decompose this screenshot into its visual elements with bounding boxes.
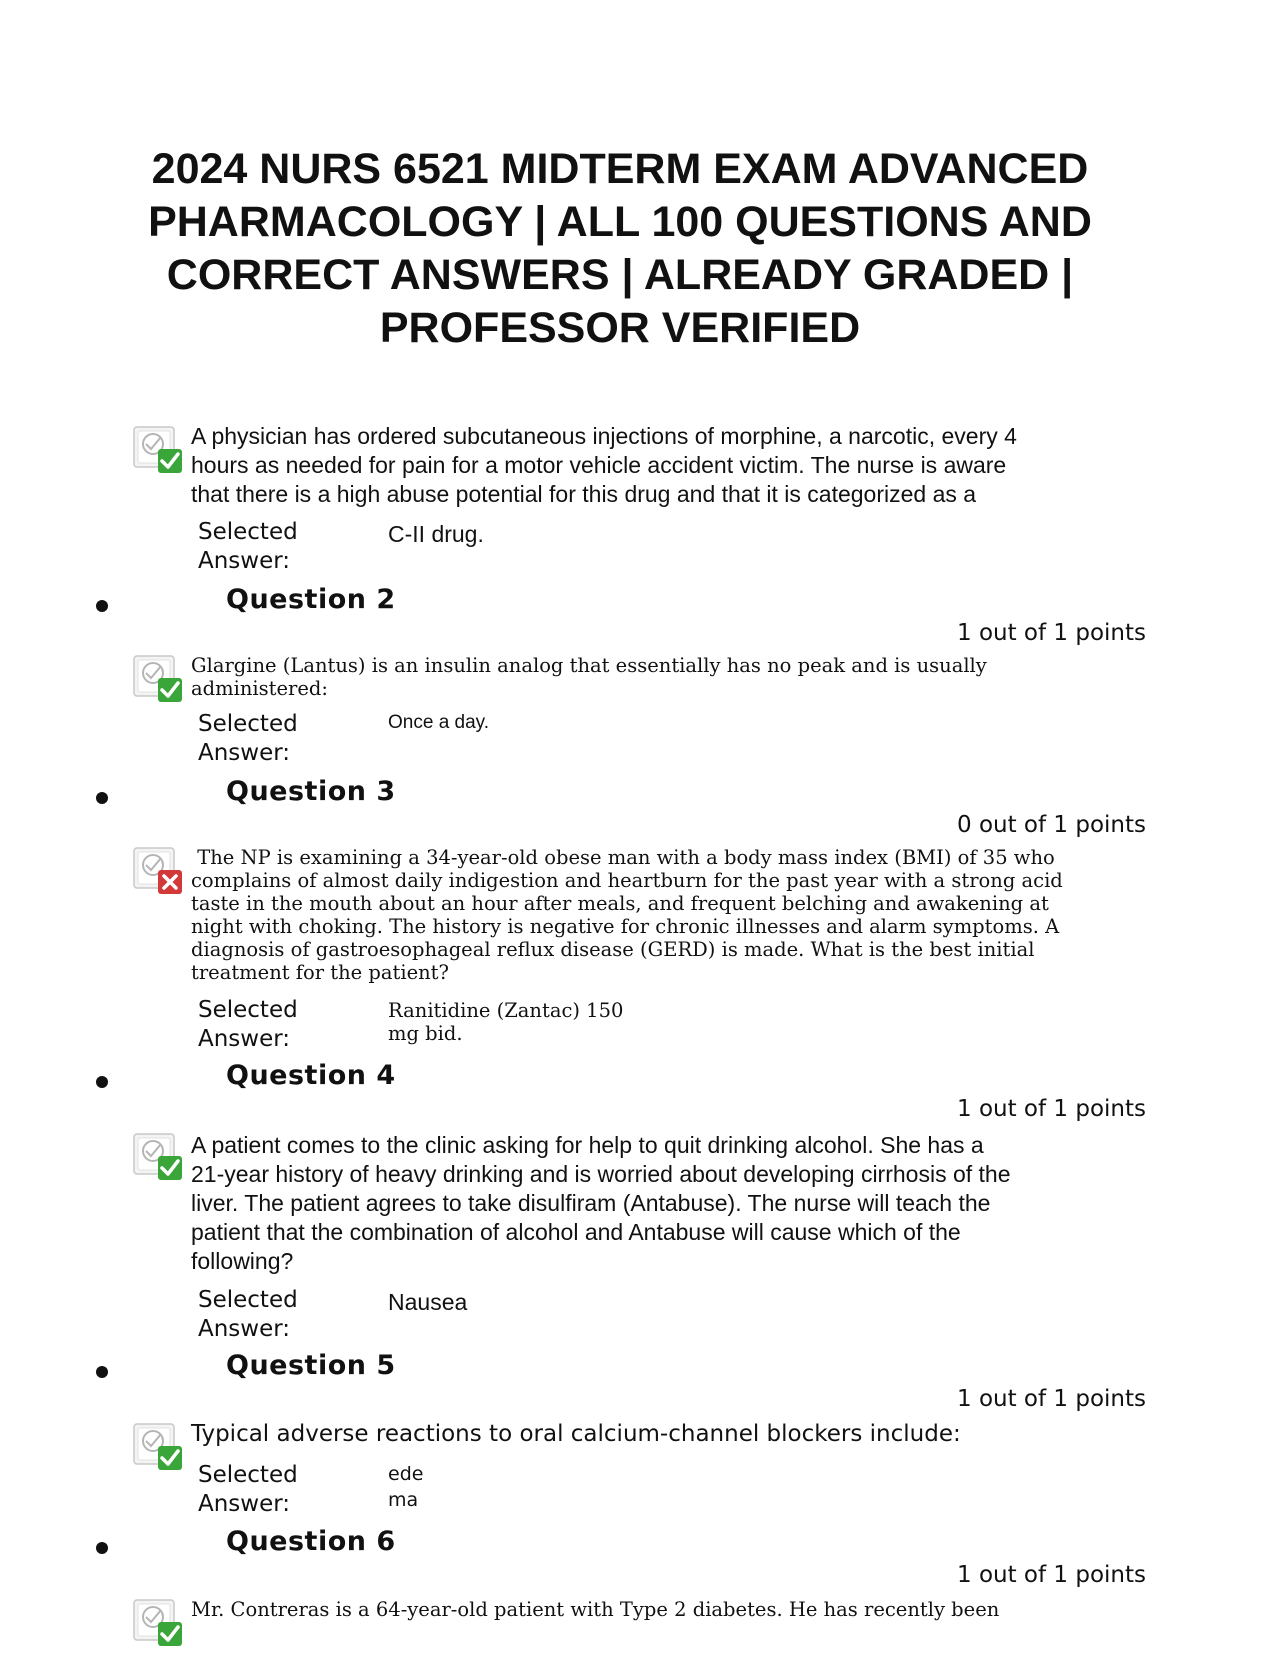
- question-text: Mr. Contreras is a 64-year-old patient with Type 2 diabetes. He has recently been: [191, 1598, 1000, 1621]
- question-heading: Question 2: [226, 584, 396, 615]
- correct-answer-icon: [132, 1596, 184, 1648]
- document-title: [90, 143, 1150, 355]
- question-points: 1 out of 1 points: [957, 1386, 1146, 1412]
- selected-answer-value: C-II drug.: [388, 521, 484, 547]
- selected-answer-label: Selected Answer:: [198, 1287, 298, 1342]
- selected-answer-label: Selected Answer:: [198, 997, 298, 1052]
- question-heading: Question 6: [226, 1526, 396, 1557]
- selected-answer-label: Selected Answer:: [198, 519, 298, 574]
- bullet: [96, 600, 108, 612]
- question-heading: Question 5: [226, 1350, 396, 1381]
- selected-answer-label: Selected Answer:: [198, 1462, 298, 1517]
- correct-answer-icon: [132, 423, 184, 475]
- question-text: A patient comes to the clinic asking for help to quit drinking alcohol. She has a 21-year history of heavy drinking and is worried about developing cirrhosis of the liver. The patient agrees to take disulfiram (Antabuse). The nurse will teach the patient that the combination of alcohol and Antabuse will cause which of the following?: [191, 1132, 1011, 1274]
- bullet: [96, 1076, 108, 1088]
- title-line: PROFESSOR VERIFIED: [379, 304, 861, 352]
- selected-answer-value: Once a day.: [388, 712, 490, 733]
- correct-answer-icon: [132, 652, 184, 704]
- question-text: The NP is examining a 34-year-old obese man with a body mass index (BMI) of 35 who complains of almost daily indigestion and heartburn for the past year with a strong acid taste in the mouth about an hour after meals, and frequent belching and awakening at night with choking. The history is negative for chronic illnesses and alarm symptoms. A diagnosis of gastroesophageal reflux disease (GERD) is made. What is the best initial treatment for the patient?: [191, 846, 1063, 984]
- title-line: PHARMACOLOGY | ALL 100 QUESTIONS AND: [148, 198, 1092, 246]
- bullet: [96, 1542, 108, 1554]
- correct-answer-icon: [132, 1130, 184, 1182]
- bullet: [96, 1366, 108, 1378]
- question-points: 1 out of 1 points: [957, 1562, 1146, 1588]
- question-heading: Question 4: [226, 1060, 396, 1091]
- question-points: 0 out of 1 points: [957, 812, 1146, 838]
- title-line: 2024 NURS 6521 MIDTERM EXAM ADVANCED: [151, 145, 1089, 193]
- question-text: Typical adverse reactions to oral calcium-channel blockers include:: [191, 1421, 961, 1447]
- title-line: CORRECT ANSWERS | ALREADY GRADED |: [166, 251, 1074, 299]
- question-text: A physician has ordered subcutaneous injections of morphine, a narcotic, every 4 hours as needed for pain for a motor vehicle accident victim. The nurse is aware that there is a high abuse potential for this drug and that it is categorized as a: [191, 423, 1017, 507]
- incorrect-answer-icon: [132, 844, 184, 896]
- selected-answer-label: Selected Answer:: [198, 711, 298, 766]
- bullet: [96, 792, 108, 804]
- question-points: 1 out of 1 points: [957, 620, 1146, 646]
- correct-answer-icon: [132, 1420, 184, 1472]
- question-points: 1 out of 1 points: [957, 1096, 1146, 1122]
- selected-answer-value: Nausea: [388, 1289, 468, 1315]
- selected-answer-value: ede ma: [388, 1463, 424, 1511]
- question-heading: Question 3: [226, 776, 396, 807]
- selected-answer-value: Ranitidine (Zantac) 150 mg bid.: [388, 999, 624, 1045]
- question-text: Glargine (Lantus) is an insulin analog that essentially has no peak and is usually administered:: [191, 654, 987, 700]
